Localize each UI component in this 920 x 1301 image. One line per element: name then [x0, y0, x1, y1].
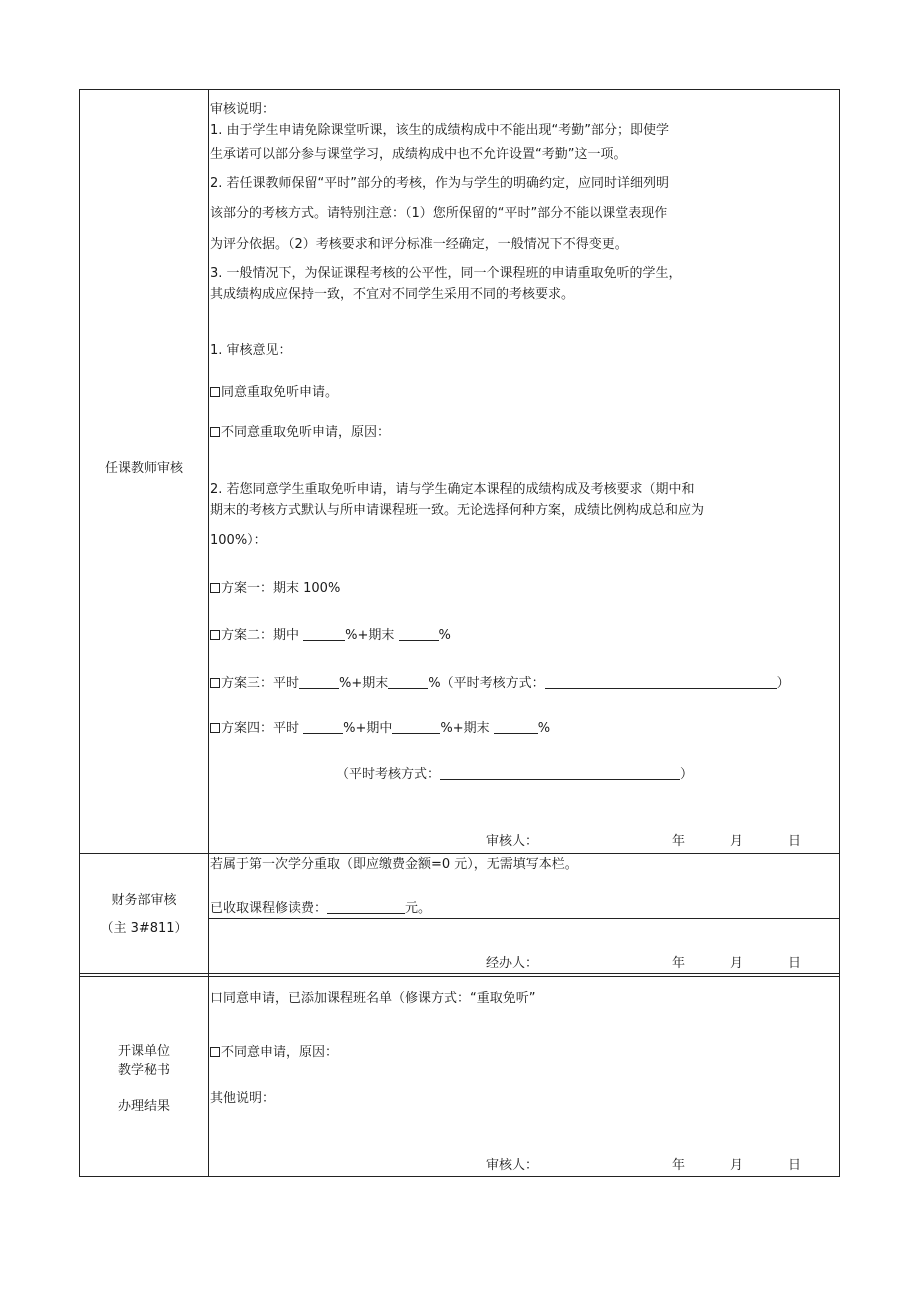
teacher-month-label: 月	[730, 834, 744, 849]
plan4-regular-blank[interactable]	[303, 721, 343, 734]
row-divider-teacher-finance	[80, 853, 839, 854]
plan1-label: 方案一：期末 100%	[221, 581, 341, 596]
plan4-midterm-blank[interactable]	[392, 721, 440, 734]
agree-option-label: 同意重取免听申请。	[221, 385, 339, 400]
fee-unit: 元。	[405, 901, 432, 916]
plan3-label: ）	[776, 676, 790, 691]
plan3-regular-blank[interactable]	[299, 676, 339, 689]
review-note-line: 2. 若任课教师保留“平时”部分的考核，作为与学生的明确约定，应同时详细列明	[210, 176, 670, 191]
secretary-disagree-checkbox[interactable]	[210, 1047, 220, 1057]
disagree-option[interactable]	[210, 425, 390, 441]
plan4-method-label: ）	[680, 767, 694, 782]
secretary-month-label: 月	[730, 1158, 744, 1173]
plan4-label: %	[537, 721, 551, 736]
label-column-divider	[208, 90, 209, 976]
secretary-day-label: 日	[788, 1158, 802, 1173]
finance-review-label: 财务部审核	[111, 893, 177, 908]
plan4-final-blank[interactable]	[494, 721, 538, 734]
plan4-label: %+期中	[343, 721, 393, 736]
plan3-checkbox[interactable]	[210, 678, 220, 688]
plan1-option[interactable]	[210, 581, 340, 597]
secretary-disagree-option[interactable]	[210, 1045, 338, 1061]
plan1-checkbox[interactable]	[210, 583, 220, 593]
secretary-year-label: 年	[672, 1158, 686, 1173]
plan3-option[interactable]	[210, 676, 790, 692]
fee-line	[210, 901, 431, 917]
teacher-review-label: 任课教师审核	[104, 461, 183, 476]
plan2-checkbox[interactable]	[210, 630, 220, 640]
label-column-divider	[208, 976, 209, 1176]
plan2-option[interactable]	[210, 628, 451, 644]
fee-label: 已收取课程修读费：	[210, 901, 328, 916]
finance-year-label: 年	[672, 956, 686, 971]
finance-location-label: （主 3#811）	[100, 921, 188, 936]
plan4-method-label: （平时考核方式：	[336, 767, 441, 782]
plan3-final-blank[interactable]	[388, 676, 428, 689]
secretary-label-unit: 开课单位	[117, 1044, 170, 1059]
plan4-method-line	[336, 767, 693, 783]
teacher-signer-label: 审核人：	[486, 834, 539, 849]
plan2-final-blank[interactable]	[399, 628, 439, 641]
plan-intro-line: 100%）：	[210, 533, 267, 548]
teacher-day-label: 日	[788, 834, 802, 849]
plan2-midterm-blank[interactable]	[303, 628, 345, 641]
finance-inner-divider	[208, 918, 839, 919]
disagree-checkbox[interactable]	[210, 427, 220, 437]
fee-amount-blank[interactable]	[327, 901, 405, 914]
plan3-label: %（平时考核方式：	[428, 676, 545, 691]
secretary-section	[79, 976, 840, 1177]
secretary-label-secretary: 教学秘书	[117, 1063, 170, 1078]
row-divider-finance-secretary	[80, 973, 839, 974]
plan2-label: %+期末	[345, 628, 399, 643]
review-note-line: 1. 由于学生申请免除课堂听课，该生的成绩构成中不能出现“考勤”部分；即使学	[210, 123, 670, 138]
finance-month-label: 月	[730, 956, 744, 971]
plan3-label: 方案三：平时	[221, 676, 300, 691]
teacher-year-label: 年	[672, 834, 686, 849]
secretary-label-result: 办理结果	[117, 1099, 170, 1114]
secretary-agree-option[interactable]: 口同意申请，已添加课程班名单（修课方式：“重取免听”	[210, 991, 536, 1006]
review-note-line: 其成绩构成应保持一致，不宜对不同学生采用不同的考核要求。	[210, 287, 575, 302]
finance-signer-label: 经办人：	[486, 956, 539, 971]
review-notes-title: 审核说明：	[210, 102, 276, 117]
plan-intro-line: 期末的考核方式默认与所申请课程班一致。无论选择何种方案，成绩比例构成总和应为	[210, 503, 705, 518]
plan4-option[interactable]	[210, 721, 550, 737]
plan4-label: 方案四：平时	[221, 721, 304, 736]
approval-form	[79, 89, 840, 977]
plan4-label: %+期末	[440, 721, 494, 736]
review-note-line: 生承诺可以部分参与课堂学习，成绩构成中也不允许设置“考勤”这一项。	[210, 147, 627, 162]
review-opinion-title: 1. 审核意见：	[210, 343, 292, 358]
other-notes-label: 其他说明：	[210, 1091, 276, 1106]
finance-day-label: 日	[788, 956, 802, 971]
agree-checkbox[interactable]	[210, 387, 220, 397]
plan4-checkbox[interactable]	[210, 723, 220, 733]
plan3-label: %+期末	[339, 676, 389, 691]
plan-intro-line: 2. 若您同意学生重取免听申请，请与学生确定本课程的成绩构成及考核要求（期中和	[210, 482, 695, 497]
disagree-option-label: 不同意重取免听申请，原因：	[221, 425, 391, 440]
plan2-label: 方案二：期中	[221, 628, 304, 643]
secretary-signer-label: 审核人：	[486, 1158, 539, 1173]
plan2-label: %	[438, 628, 451, 643]
plan3-method-blank[interactable]	[545, 676, 777, 689]
review-note-line: 为评分依据。（2）考核要求和评分标准一经确定，一般情况下不得变更。	[210, 237, 628, 252]
secretary-disagree-label: 不同意申请，原因：	[221, 1045, 339, 1060]
review-note-line: 该部分的考核方式。请特别注意：（1）您所保留的“平时”部分不能以课堂表现作	[210, 206, 668, 221]
agree-option[interactable]	[210, 385, 338, 401]
review-note-line: 3. 一般情况下，为保证课程考核的公平性，同一个课程班的申请重取免听的学生，	[210, 266, 682, 281]
plan4-method-blank[interactable]	[440, 767, 680, 780]
finance-note: 若属于第一次学分重取（即应缴费金额=0 元），无需填写本栏。	[210, 857, 578, 872]
